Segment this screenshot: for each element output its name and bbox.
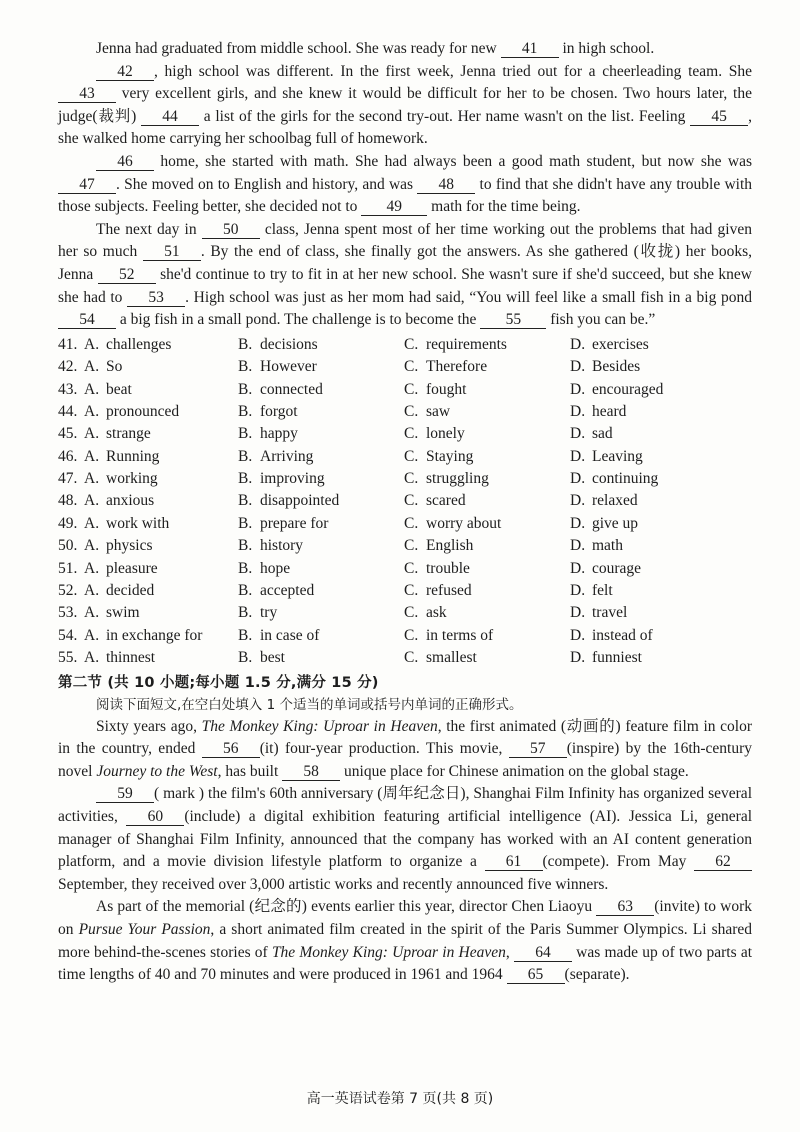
hint-56: (it) [259,740,279,758]
options-list [58,334,752,670]
option-row [58,535,752,557]
option-row [58,468,752,490]
option-letter: C. [404,649,419,667]
option-d[interactable] [570,558,752,580]
option-row [58,446,752,468]
blank-49: 49 [361,198,427,216]
blank-59: 59 [96,785,154,803]
option-text: requirements [426,335,507,353]
blank-48: 48 [417,176,475,194]
passage-text: the film's 60th anniversary (周年纪念日), Shanghai Film Infinity has organized several activities, [58,785,752,825]
option-letter: B. [238,582,253,600]
option-letter: D. [570,425,586,443]
option-row [58,602,752,624]
option-letter: C. [404,514,419,532]
option-b[interactable] [238,535,404,557]
option-text: in terms of [426,626,494,644]
option-text: felt [592,582,613,600]
option-letter: D. [570,402,586,420]
option-letter: D. [570,514,586,532]
option-text: physics [106,537,153,555]
option-row [58,580,752,602]
option-text: However [260,358,317,376]
option-text: Besides [592,358,641,376]
passage-text: fish you can be.” [550,311,656,329]
passage-text: to work on [58,898,753,938]
film-title: The Monkey King: Uproar in Heaven [201,717,438,735]
option-letter: B. [238,425,253,443]
novel-title: Journey to the West [96,762,218,780]
option-text: courage [592,559,642,577]
option-letter: C. [404,335,419,353]
option-d[interactable] [570,535,752,557]
option-row [58,647,752,669]
option-d[interactable] [570,625,752,647]
option-text: instead of [592,626,653,644]
blank-56: 56 [202,740,260,758]
passage-text: , high school was different. In the first week, Jenna tried out for a cheerleading team. She [154,62,752,80]
blank-52: 52 [98,266,156,284]
option-text: connected [260,380,323,398]
option-text: refused [426,582,472,600]
option-letter: A. [84,380,100,398]
section2-instruction: 阅读下面短文,在空白处填入 1 个适当的单词或括号内单词的正确形式。 [96,696,523,713]
option-text: heard [592,402,627,420]
passage-text: . She moved on to English and history, and was [116,175,414,193]
option-a[interactable] [84,647,238,669]
option-a[interactable] [84,379,238,401]
option-letter: A. [84,626,100,644]
option-letter: A. [84,537,100,555]
blank-51: 51 [143,243,201,261]
option-text: hope [260,559,291,577]
option-text: smallest [426,649,477,667]
option-d[interactable] [570,513,752,535]
option-letter: C. [404,559,419,577]
option-letter: D. [570,537,586,555]
blank-45: 45 [690,108,748,126]
option-text: beat [106,380,132,398]
option-letter: A. [84,649,100,667]
option-a[interactable] [84,580,238,602]
option-d[interactable] [570,490,752,512]
option-letter: B. [238,380,253,398]
passage-text: she'd continue to try to fit in at her new school. She wasn't sure if she'd succeed, but she knew she had to [58,265,752,306]
option-a[interactable] [84,625,238,647]
option-row [58,356,752,378]
option-letter: C. [404,492,419,510]
blank-42: 42 [96,63,154,81]
option-letter: C. [404,604,419,622]
option-letter: B. [238,514,253,532]
option-letter: B. [238,604,253,622]
option-a[interactable] [84,513,238,535]
option-letter: B. [238,470,253,488]
option-c[interactable] [404,558,570,580]
option-text: math [592,537,623,555]
option-letter: A. [84,604,100,622]
question-number: 49. [58,514,78,532]
option-row [58,401,752,423]
option-c[interactable] [404,602,570,624]
option-b[interactable] [238,625,404,647]
option-letter: B. [238,402,253,420]
passage2-paragraph [58,896,752,986]
option-text: challenges [106,335,172,353]
option-b[interactable] [238,558,404,580]
option-text: decisions [260,335,318,353]
option-text: give up [592,514,639,532]
option-d[interactable] [570,580,752,602]
option-a[interactable] [84,423,238,445]
passage-text: From May [616,853,687,871]
option-text: English [426,537,474,555]
passage-text: . High school was just as her mom had said, “You will feel like a small fish in a big pond [185,288,752,306]
option-d[interactable] [570,401,752,423]
passage-text: in high school. [562,40,655,57]
option-row [58,379,752,401]
passage-text: was made up of two parts at time lengths of 40 and 70 minutes and were produced in 1961 and 1964 [58,943,753,984]
option-row [58,513,752,535]
option-text: ask [426,604,447,622]
option-b[interactable] [238,423,404,445]
option-c[interactable] [404,446,570,468]
option-d[interactable] [570,468,752,490]
option-a[interactable] [84,490,238,512]
option-letter: D. [570,447,586,465]
option-d[interactable] [570,379,752,401]
option-c[interactable] [404,535,570,557]
option-letter: C. [404,626,419,644]
option-text: forgot [260,402,298,420]
option-d[interactable] [570,356,752,378]
option-letter: D. [570,559,586,577]
option-row [58,558,752,580]
option-c[interactable] [404,513,570,535]
option-b[interactable] [238,356,404,378]
option-text: pronounced [106,402,180,420]
option-text: best [260,649,285,667]
option-letter: C. [404,470,419,488]
option-letter: D. [570,335,586,353]
passage-text: , the first animated (动画的) feature film in color in the country, ended [58,717,752,758]
option-letter: B. [238,649,253,667]
passage1-paragraph [58,219,752,332]
passage1-paragraph [58,61,752,151]
film-title: The Monkey King: Uproar in Heaven [271,943,506,961]
option-a[interactable] [84,334,238,356]
option-b[interactable] [238,468,404,490]
option-b[interactable] [238,446,404,468]
option-text: improving [260,470,325,488]
passage-text: As part of the memorial (纪念的) events earlier this year, director Chen Liaoyu [96,898,593,916]
option-text: swim [106,604,140,622]
option-d[interactable] [570,446,752,468]
hint-63: (invite) [654,898,700,916]
option-text: happy [260,425,298,443]
option-letter: D. [570,380,586,398]
option-b[interactable] [238,647,404,669]
option-text: anxious [106,492,155,510]
option-a[interactable] [84,356,238,378]
hint-57: (inspire) [566,740,620,758]
option-letter: A. [84,514,100,532]
passage-text: four-year production. This movie, [285,740,503,758]
option-b[interactable] [238,490,404,512]
blank-61: 61 [485,853,543,871]
option-text: pleasure [106,559,158,577]
option-text: accepted [260,582,315,600]
option-text: worry about [426,514,502,532]
passage-text: unique place for Chinese animation on the global stage. [344,762,689,780]
page-footer: 高一英语试卷第 7 页(共 8 页) [306,1091,494,1107]
option-text: in case of [260,626,320,644]
question-number: 52. [58,582,78,600]
option-text: strange [106,425,151,443]
option-letter: B. [238,559,253,577]
option-c[interactable] [404,401,570,423]
option-d[interactable] [570,334,752,356]
blank-63: 63 [596,898,654,916]
option-c[interactable] [404,647,570,669]
option-b[interactable] [238,513,404,535]
question-number: 51. [58,559,78,577]
option-text: struggling [426,470,489,488]
blank-46: 46 [96,153,154,171]
option-letter: A. [84,559,100,577]
blank-47: 47 [58,176,116,194]
passage1-paragraph [58,38,752,61]
question-number: 55. [58,649,78,667]
blank-41: 41 [501,40,559,58]
option-letter: D. [570,470,586,488]
blank-55: 55 [480,311,546,329]
option-letter: B. [238,537,253,555]
blank-50: 50 [202,221,260,239]
question-number: 42. [58,358,78,376]
option-letter: C. [404,380,419,398]
option-b[interactable] [238,334,404,356]
blank-54: 54 [58,311,116,329]
option-text: saw [426,402,451,420]
option-c[interactable] [404,625,570,647]
hint-59: ( mark ) [154,785,205,803]
option-a[interactable] [84,401,238,423]
passage2-paragraph [58,783,752,896]
question-number: 46. [58,447,78,465]
option-text: in exchange for [106,626,203,644]
option-a[interactable] [84,535,238,557]
question-number: 43. [58,380,78,398]
option-b[interactable] [238,602,404,624]
option-letter: A. [84,358,100,376]
option-letter: C. [404,582,419,600]
option-letter: A. [84,402,100,420]
option-row [58,490,752,512]
option-letter: A. [84,470,100,488]
option-c[interactable] [404,379,570,401]
option-text: Arriving [260,447,314,465]
question-number: 48. [58,492,78,510]
option-text: disappointed [260,492,340,510]
passage-text: The next day in [96,220,197,238]
option-text: Staying [426,447,474,465]
option-c[interactable] [404,580,570,602]
option-d[interactable] [570,423,752,445]
passage-text: September, they received over 3,000 artistic works and recently announced five winners. [58,875,609,893]
blank-60: 60 [126,808,184,826]
option-a[interactable] [84,558,238,580]
option-text: Running [106,447,160,465]
option-letter: D. [570,604,586,622]
blank-62: 62 [694,853,752,871]
option-text: thinnest [106,649,156,667]
option-text: history [260,537,304,555]
option-c[interactable] [404,356,570,378]
option-text: exercises [592,335,649,353]
passage-text: by the 16th-century novel [58,740,753,780]
hint-61: (compete). [542,853,610,871]
passage1-paragraph [58,151,752,219]
option-text: decided [106,582,155,600]
option-a[interactable] [84,602,238,624]
option-text: working [106,470,158,488]
option-text: funniest [592,649,642,667]
option-letter: B. [238,626,253,644]
passage-text: class, Jenna spent most of her time working out the problems that had given her so much [58,220,752,261]
option-letter: C. [404,425,419,443]
option-text: lonely [426,425,465,443]
blank-64: 64 [514,944,572,962]
option-b[interactable] [238,401,404,423]
option-a[interactable] [84,446,238,468]
question-number: 41. [58,335,78,353]
option-letter: B. [238,492,253,510]
option-c[interactable] [404,334,570,356]
option-text: fought [426,380,467,398]
option-letter: A. [84,492,100,510]
option-text: work with [106,514,170,532]
option-letter: C. [404,537,419,555]
option-letter: B. [238,447,253,465]
question-number: 54. [58,626,78,644]
question-number: 44. [58,402,78,420]
option-letter: A. [84,425,100,443]
blank-65: 65 [507,966,565,984]
option-letter: D. [570,492,586,510]
option-letter: D. [570,582,586,600]
option-letter: A. [84,582,100,600]
option-text: relaxed [592,492,638,510]
passage-text: a digital exhibition featuring artificial intelligence (AI). Jessica Li, general manager of Shanghai Film Infinity, announced that the company has worked with an AI content generation platform, and a movie division lifestyle platform to organize a [58,807,753,871]
option-text: encouraged [592,380,664,398]
passage-text: home, she started with math. She had always been a good math student, but now she was [160,152,752,170]
passage-text: . By the end of class, she finally got the answers. As she gathered (收拢) her books, Jenna [58,243,753,283]
passage-text: , has built [217,762,279,780]
passage-text: , she walked home carrying her schoolbag full of homework. [58,107,753,148]
option-text: sad [592,425,613,443]
option-row [58,423,752,445]
option-text: Therefore [426,358,488,376]
option-d[interactable] [570,647,752,669]
passage-text: math for the time being. [431,198,581,216]
option-letter: D. [570,649,586,667]
option-letter: B. [238,358,253,376]
passage-text: , [505,943,510,961]
blank-58: 58 [282,763,340,781]
passage-text: , a short animated film created in the spirit of the Paris Summer Olympics. Li shared more behind-the-scenes stories of [58,920,753,961]
question-number: 47. [58,470,78,488]
option-letter: B. [238,335,253,353]
option-c[interactable] [404,423,570,445]
option-c[interactable] [404,490,570,512]
option-row [58,625,752,647]
section2-header: 第二节 (共 10 小题;每小题 1.5 分,满分 15 分) [58,674,379,691]
option-letter: C. [404,447,419,465]
film-title: Pursue Your Passion [78,920,211,938]
option-text: So [106,358,123,376]
passage-text: a list of the girls for the second try-out. Her name wasn't on the list. Feeling [203,107,686,125]
passage2-paragraph [58,716,752,784]
option-text: try [260,604,278,622]
option-text: trouble [426,559,470,577]
blank-43: 43 [58,85,116,103]
passage-text: to find that she didn't have any trouble with those subjects. Feeling better, she decided not to [58,175,753,216]
blank-44: 44 [141,108,199,126]
option-letter: D. [570,626,586,644]
option-a[interactable] [84,468,238,490]
passage-text: a big fish in a small pond. The challenge is to become the [119,311,477,329]
option-letter: C. [404,402,419,420]
hint-65: (separate). [564,966,630,984]
option-letter: C. [404,358,419,376]
question-number: 53. [58,604,78,622]
option-text: scared [426,492,466,510]
option-b[interactable] [238,580,404,602]
option-letter: A. [84,335,100,353]
option-b[interactable] [238,379,404,401]
option-text: prepare for [260,514,329,532]
passage-text: Sixty years ago, [96,717,197,735]
option-d[interactable] [570,602,752,624]
option-text: continuing [592,470,659,488]
option-row [58,334,752,356]
blank-57: 57 [509,740,567,758]
option-letter: D. [570,358,586,376]
option-letter: A. [84,447,100,465]
passage-text: very excellent girls, and she knew it would be difficult for her to be chosen. Two hours later, the judge(裁判) [58,85,752,125]
option-text: Leaving [592,447,643,465]
blank-53: 53 [127,289,185,307]
hint-60: (include) [184,807,241,825]
option-c[interactable] [404,468,570,490]
question-number: 50. [58,537,78,555]
exam-page [58,38,752,987]
option-text: travel [592,604,628,622]
passage-text: Jenna had graduated from middle school. She was ready for new [96,40,497,57]
question-number: 45. [58,425,78,443]
